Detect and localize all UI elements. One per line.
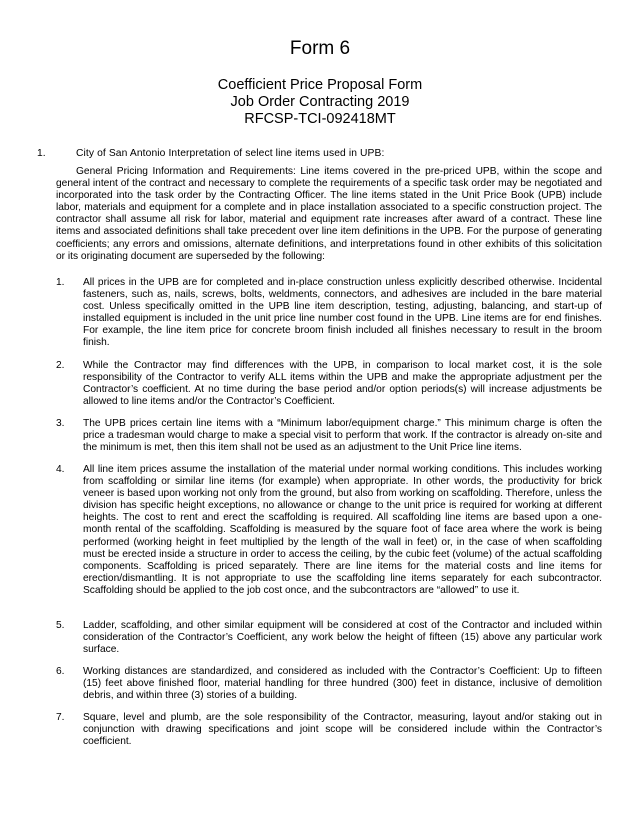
list-item-number: 4. [56, 464, 65, 475]
list-item-number: 6. [56, 666, 65, 677]
list-item [56, 712, 602, 748]
section-title: City of San Antonio Interpretation of select line items used in UPB: [76, 148, 385, 159]
list-item-text: The UPB prices certain line items with a “Minimum labor/equipment charge.” This minimum charge is often the price a tradesman would charge to make a special visit to perform that work. If the contractor is already on-site and the minimum is met, then this item shall not be used as an adjustment to the Unit Price line items. [83, 418, 602, 454]
list-item-text: Square, level and plumb, are the sole responsibility of the Contractor, measuring, layout and/or staking out in conjunction with drawing specifications and joint scope will be considered include within the Contractor’s coefficient. [83, 712, 602, 748]
list-item-text: Ladder, scaffolding, and other similar equipment will be considered at cost of the Contractor and included within consideration of the Contractor’s Coefficient, any work below the height of fifteen (15) above any particular work surface. [83, 620, 602, 656]
list-item-text: All prices in the UPB are for completed and in-place construction unless explicitly described otherwise. Incidental fasteners, such as, nails, screws, bolts, weldments, connectors, and adhesives are included in the bare material cost. Unless specifically omitted in the UPB line item description, testing, adjusting, balancing, and start-up of installed equipment is included in the unit price line number cost found in the UPB. Line items are for end finishes. For example, the line item price for concrete broom finish included all finishes necessary to result in the broom finish. [83, 277, 602, 349]
list-item [56, 360, 602, 408]
solicitation-number: RFCSP-TCI-092418MT [244, 111, 396, 127]
list-item [56, 464, 602, 597]
list-item-number: 2. [56, 360, 65, 371]
list-item [56, 277, 602, 350]
form-subtitle: Coefficient Price Proposal Form [217, 77, 423, 93]
list-item-number: 5. [56, 620, 65, 631]
list-item-number: 7. [56, 712, 65, 723]
contract-name: Job Order Contracting 2019 [230, 94, 410, 110]
form-title: Form 6 [289, 38, 351, 59]
list-item-text: Working distances are standardized, and considered as included with the Contractor’s Coefficient: Up to fifteen (15) feet above finished floor, material handling for three hundred (300) feet in distance, inclusive of demolition debris, and within three (3) stories of a building. [83, 666, 602, 702]
list-item-number: 1. [56, 277, 65, 288]
list-item-number: 3. [56, 418, 65, 429]
list-item [56, 666, 602, 702]
list-item-text: All line item prices assume the installation of the material under normal working conditions. This includes working from scaffolding or similar line items (for example) when appropriate. In other words, the productivity for brick veneer is based upon working not only from the ground, but also from working on scaffolding. Therefore, unless the division has specific height exceptions, no allowance or change to the unit price is required for working at different heights. The cost to rent and erect the scaffolding is required. All scaffolding line items are based upon a one-month rental of the scaffolding. Scaffolding is measured by the square foot of face area where the work is being performed (working height in feet multiplied by the length of the wall in feet) or, in the case of when scaffolding must be erected inside a structure in order to access the ceiling, by the cubic feet (volume) of the actual scaffolding components. Scaffolding is priced separately. There are line items for the material costs and line items for erection/dismantling. It is not appropriate to use the scaffolding line items separately for each subcontractor. Scaffolding should be applied to the job cost once, and the subcontractors are “allowed” to use it. [83, 464, 602, 596]
section-number: 1. [37, 148, 46, 159]
list-item [56, 418, 602, 454]
intro-paragraph: General Pricing Information and Requirements: Line items covered in the pre-priced UPB, within the scope and general intent of the contract and necessary to complete the requirements of a specific task order may be negotiated and incorporated into the task order by the Contracting Officer. The line items stated in the Unit Price Book (UPB) include labor, materials and equipment for a complete and in place installation associated to a specific construction project. The contractor shall assume all risk for labor, material and equipment rate increases after award of a contract. These line items and associated definitions shall take precedent over line item definitions in the UPB. For the purpose of generating coefficients; any errors and omissions, alternate definitions, and interpretations found in other exhibits of this solicitation or its originating document are superseded by the following: [56, 166, 602, 262]
list-item-text: While the Contractor may find differences with the UPB, in comparison to local market cost, it is the sole responsibility of the Contractor to verify ALL items within the UPB and make the appropriate adjustment per the Contractor’s coefficient. At no time during the base period and/or option periods(s) will increase adjustments be allowed to line items and/or the Contractor’s Coefficient. [83, 360, 602, 408]
list-item [56, 620, 602, 656]
